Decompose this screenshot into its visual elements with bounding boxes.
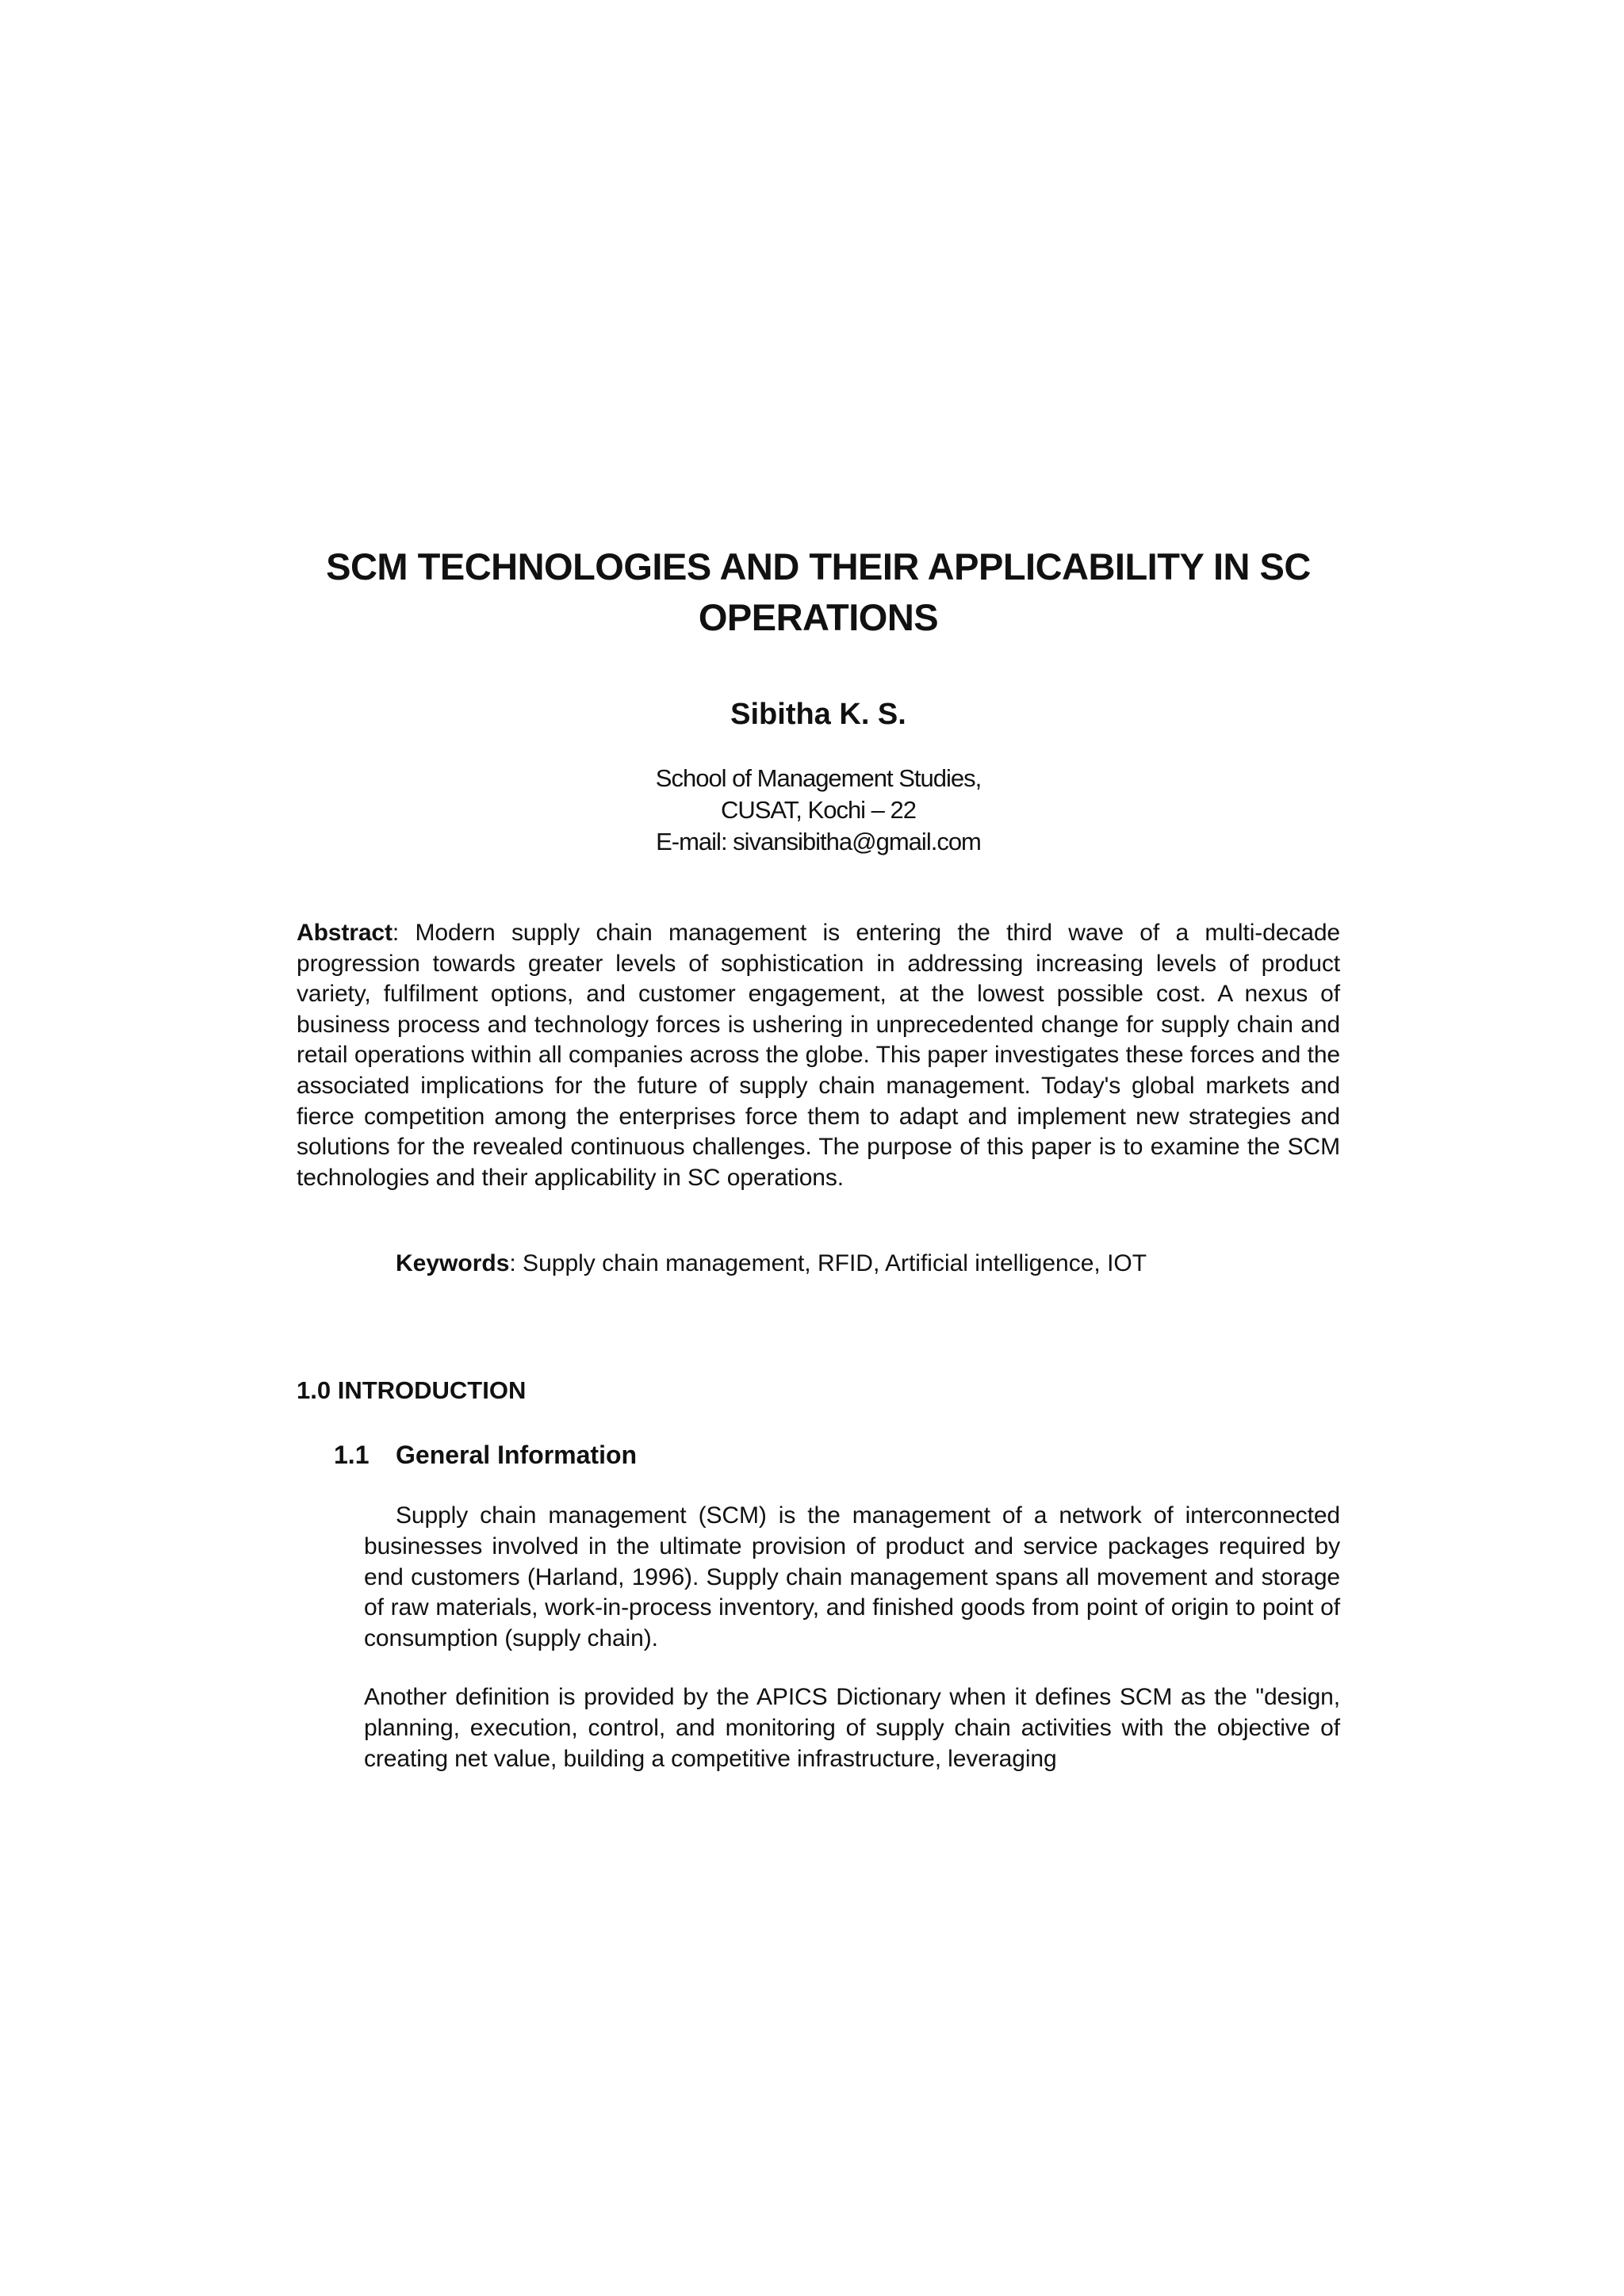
body-paragraph-2: Another definition is provided by the APICS Dictionary when it defines SCM as the "design, planning, execution, control, and monitoring of supply chain activities with the objective of creating net value, building a competitive infrastructure, leveraging [364, 1684, 1340, 1772]
affiliation-location: CUSAT, Kochi – 22 [720, 796, 917, 824]
subsection-number: 1.1 [334, 1441, 370, 1469]
abstract [297, 918, 1340, 1193]
abstract-label: Abstract [297, 920, 393, 946]
body-paragraph-1: Supply chain management (SCM) is the management of a network of interconnected businesses involved in the ultimate provision of product and service packages required by end customers (Harland, 1996). Supply chain management spans all movement and storage of raw materials, work-in-process inventory, and finished goods from point of origin to point of consumption (supply chain). [364, 1502, 1340, 1652]
keywords [396, 1248, 1347, 1280]
keywords-label: Keywords [396, 1250, 510, 1276]
paper-title: SCM TECHNOLOGIES AND THEIR APPLICABILITY IN SC OPERATIONS [326, 545, 1311, 638]
keywords-text: : Supply chain management, RFID, Artificial intelligence, IOT [509, 1250, 1147, 1276]
section-heading-introduction: 1.0 INTRODUCTION [297, 1376, 527, 1404]
subsection-title: General Information [396, 1441, 638, 1469]
affiliation-email: E-mail: sivansibitha@gmail.com [656, 828, 981, 855]
author-name: Sibitha K. S. [730, 698, 906, 731]
author-affiliation [295, 763, 1342, 858]
affiliation-institution: School of Management Studies, [655, 764, 982, 792]
subsection-heading [334, 1439, 637, 1471]
abstract-text: : Modern supply chain management is entering the third wave of a multi-decade progression towards greater levels of sophistication in addressing increasing levels of product variety, fulfilment options, and customer engagement, at the lowest possible cost. A nexus of business process and technology forces is ushering in unprecedented change for supply chain and retail operations within all companies across the globe. This paper investigates these forces and the associated implications for the future of supply chain management. Today's global markets and fierce competition among the enterprises force them to adapt and implement new strategies and solutions for the revealed continuous challenges. The purpose of this paper is to examine the SCM technologies and their applicability in SC operations. [297, 920, 1340, 1191]
